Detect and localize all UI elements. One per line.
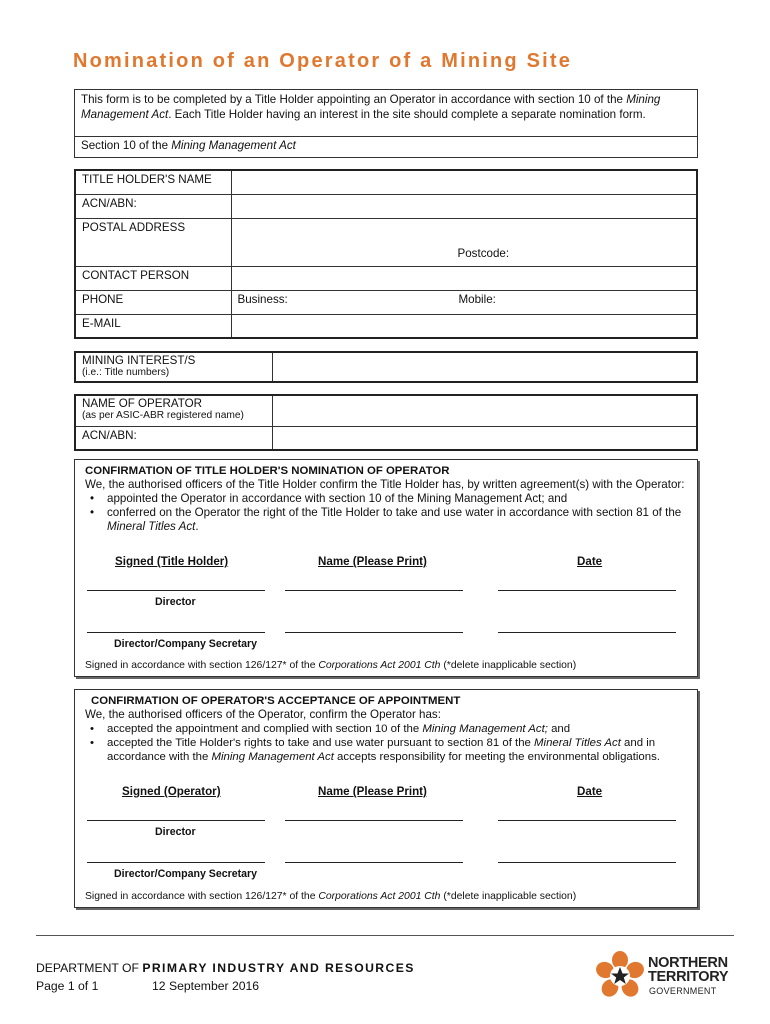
logo-text-northern: NORTHERN [648, 955, 728, 971]
name-line[interactable] [285, 590, 463, 591]
date-header: Date [577, 555, 603, 568]
date-line[interactable] [498, 632, 676, 633]
title-holder-bullet-1: • appointed the Operator in accordance with section 10 of the Mining Management Act; and [85, 492, 687, 506]
name-line[interactable] [285, 820, 463, 821]
business-phone-label: Business: [237, 292, 288, 306]
email-label: E-MAIL [75, 314, 231, 338]
operator-acn-label: ACN/ABN: [75, 426, 272, 450]
document-date: 12 September 2016 [152, 979, 260, 993]
postcode-label: Postcode: [457, 246, 510, 260]
name-line[interactable] [285, 632, 463, 633]
email-field[interactable] [231, 314, 697, 338]
mining-interest-label: MINING INTEREST/S (i.e.: Title numbers) [75, 352, 272, 382]
mining-interest-table [74, 351, 698, 383]
title-holder-name-field[interactable] [231, 170, 697, 194]
signature-line[interactable] [87, 862, 265, 863]
operator-table [74, 394, 698, 451]
postal-address-label: POSTAL ADDRESS [75, 218, 231, 266]
mining-interest-field[interactable] [272, 352, 697, 382]
intro-box [74, 89, 698, 158]
director-secretary-label: Director/Company Secretary [114, 638, 258, 650]
operator-confirmation-intro: We, the authorised officers of the Operator, confirm the Operator has: [85, 708, 441, 721]
logo-text-territory: TERRITORY [648, 969, 729, 985]
department-name: DEPARTMENT OF PRIMARY INDUSTRY AND RESOURCES [36, 961, 415, 975]
director-secretary-label: Director/Company Secretary [114, 868, 258, 880]
operator-name-field[interactable] [272, 395, 697, 426]
title-holder-table [74, 169, 698, 339]
title-holder-acn-label: ACN/ABN: [75, 194, 231, 218]
corporations-act-note: Signed in accordance with section 126/127* of the Corporations Act 2001 Cth (*delete inapplicable section) [85, 891, 577, 902]
operator-bullet-1: • accepted the appointment and complied with section 10 of the Mining Management Act; and [85, 722, 697, 736]
footer-divider [36, 935, 734, 936]
signature-line[interactable] [87, 590, 265, 591]
page-title: Nomination of an Operator of a Mining Site [73, 50, 573, 72]
logo-text-government: GOVERNMENT [649, 986, 717, 996]
date-line[interactable] [498, 820, 676, 821]
page-number: Page 1 of 1 [36, 979, 99, 993]
intro-text: This form is to be completed by a Title Holder appointing an Operator in accordance with section 10 of the Mining Management Act. Each Title Holder having an interest in the site should complete a separate nomination form. [81, 93, 661, 121]
title-holder-bullet-2: • conferred on the Operator the right of the Title Holder to take and use water in accordance with section 81 of the Mineral Titles Act. [85, 506, 687, 534]
signature-line[interactable] [87, 820, 265, 821]
sturt-desert-rose-icon [594, 950, 646, 1002]
contact-person-label: CONTACT PERSON [75, 266, 231, 290]
postal-address-field[interactable] [231, 218, 697, 266]
operator-acn-field[interactable] [272, 426, 697, 450]
contact-person-field[interactable] [231, 266, 697, 290]
phone-label: PHONE [75, 290, 231, 314]
date-line[interactable] [498, 862, 676, 863]
signed-title-holder-header: Signed (Title Holder) [115, 555, 229, 568]
director-label: Director [155, 826, 196, 838]
section-reference: Section 10 of the Mining Management Act [75, 136, 697, 154]
operator-confirmation-heading: CONFIRMATION OF OPERATOR'S ACCEPTANCE OF APPOINTMENT [91, 695, 461, 707]
signed-operator-header: Signed (Operator) [122, 785, 221, 798]
title-holder-acn-field[interactable] [231, 194, 697, 218]
date-header: Date [577, 785, 603, 798]
signature-line[interactable] [87, 632, 265, 633]
operator-confirmation-box [74, 689, 698, 908]
title-holder-name-label: TITLE HOLDER'S NAME [75, 170, 231, 194]
mobile-phone-label: Mobile: [458, 292, 496, 306]
phone-field[interactable] [231, 290, 697, 314]
nt-government-logo [594, 950, 739, 1002]
director-label: Director [155, 596, 196, 608]
title-holder-confirmation-intro: We, the authorised officers of the Title Holder confirm the Title Holder has, by written agreement(s) with the Operator: [85, 478, 685, 491]
name-print-header: Name (Please Print) [318, 785, 427, 798]
operator-name-label: NAME OF OPERATOR (as per ASIC-ABR registered name) [75, 395, 272, 426]
title-holder-confirmation-box [74, 459, 698, 677]
date-line[interactable] [498, 590, 676, 591]
title-holder-confirmation-heading: CONFIRMATION OF TITLE HOLDER'S NOMINATION OF OPERATOR [85, 465, 450, 477]
name-line[interactable] [285, 862, 463, 863]
name-print-header: Name (Please Print) [318, 555, 427, 568]
corporations-act-note: Signed in accordance with section 126/127* of the Corporations Act 2001 Cth (*delete inapplicable section) [85, 660, 577, 671]
operator-bullet-2: • accepted the Title Holder's rights to take and use water pursuant to section 81 of the Mineral Titles Act and in accordance with the Mining Management Act accepts responsibility for meeting the environmental obligations. [85, 736, 697, 764]
